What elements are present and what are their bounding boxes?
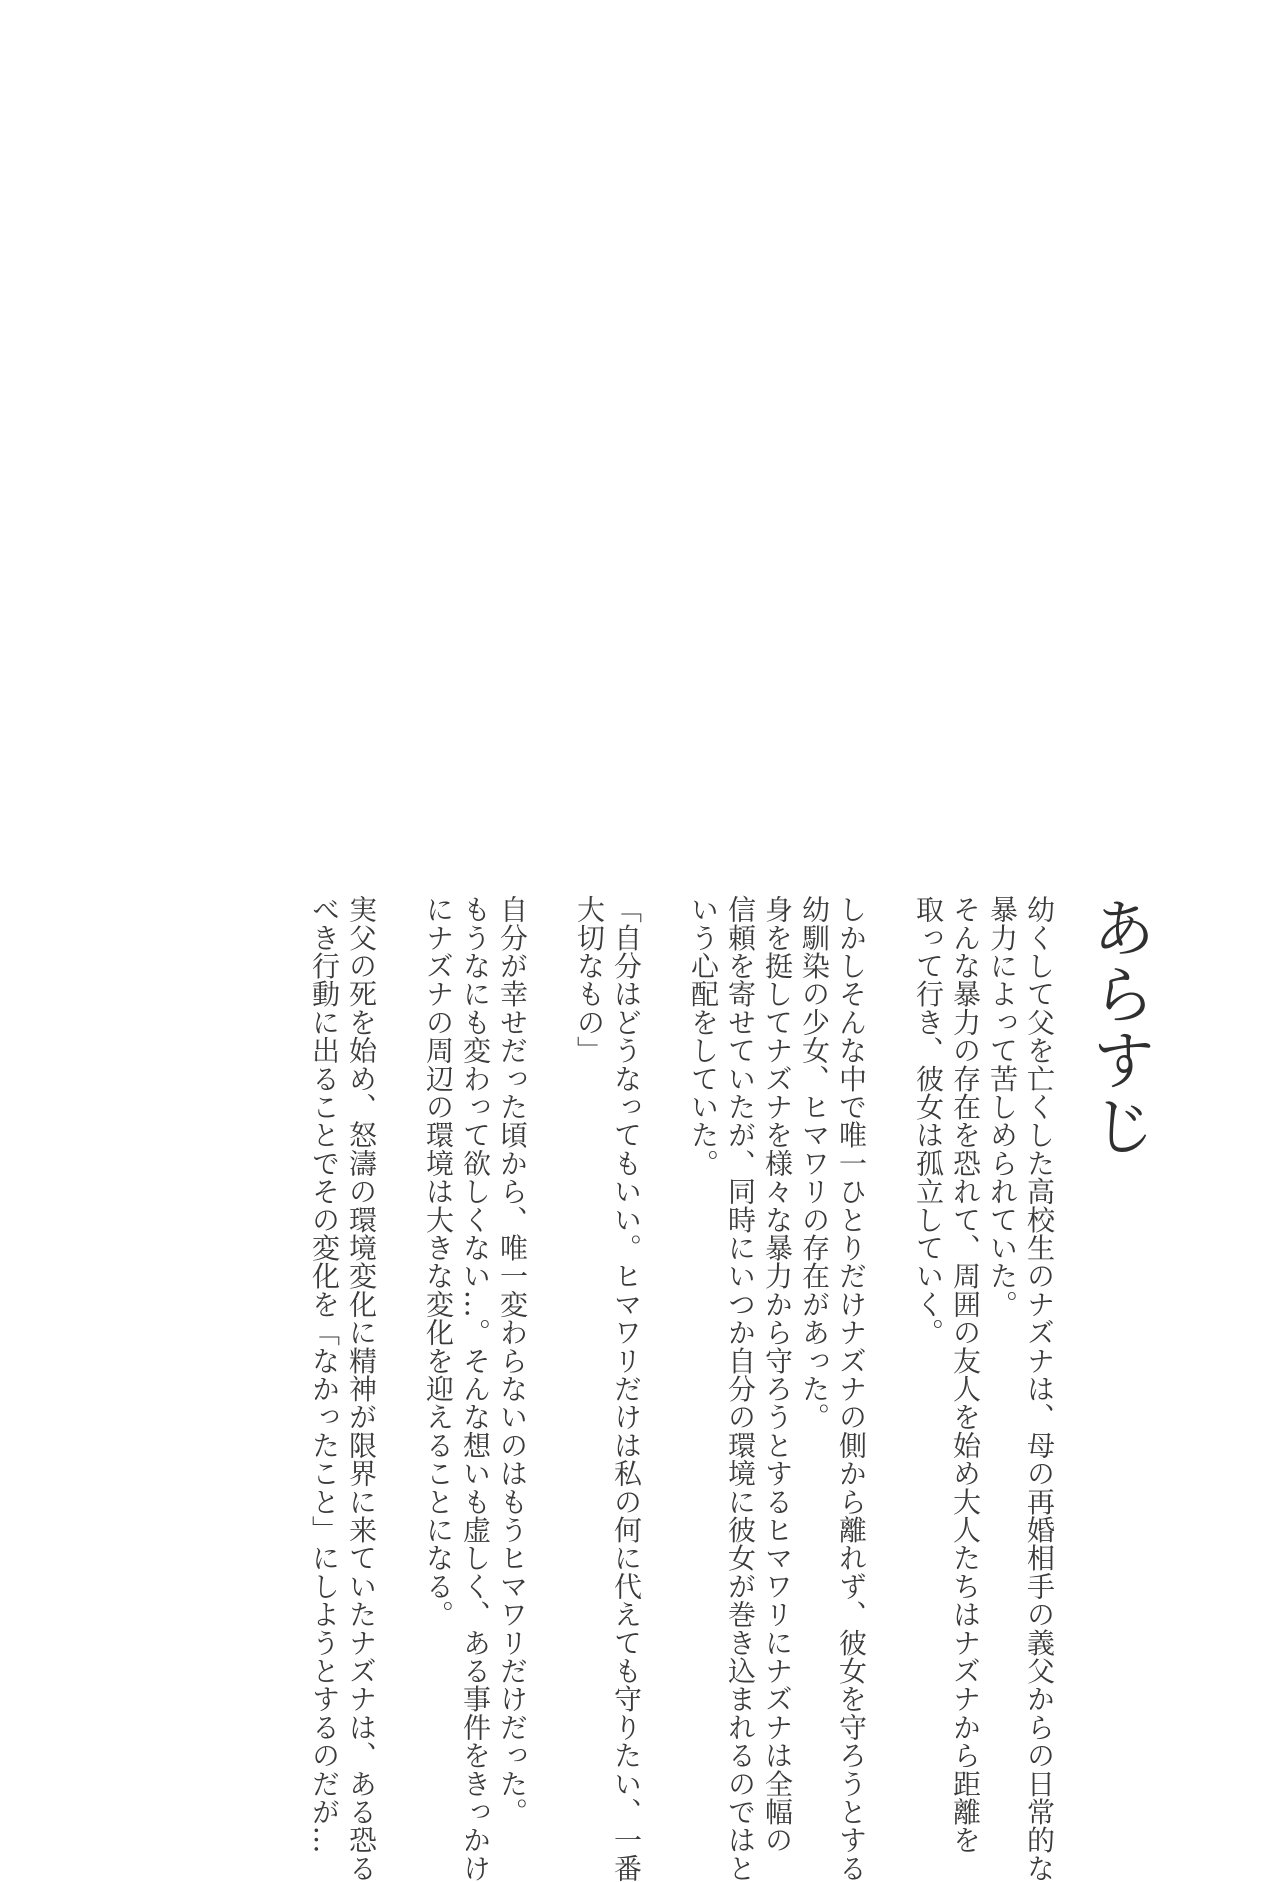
text-line: 信頼を寄せていたが、同時にいつか自分の環境に彼女が巻き込まれるのではと: [724, 895, 757, 1882]
text-line: しかしそんな中で唯一ひとりだけナズナの側から離れず、彼女を守ろうとする: [835, 895, 868, 1882]
text-line: 自分が幸せだった頃から、唯一変わらないのはもうヒマワリだけだった。: [496, 895, 529, 1826]
paragraph-3: [571, 895, 645, 1882]
text-line: 幼馴染の少女、ヒマワリの存在があった。: [798, 895, 831, 1431]
paragraph-2: [685, 895, 870, 1882]
paragraph-1: [910, 895, 1058, 1882]
text-line: いう心配をしていた。: [687, 895, 720, 1177]
text-line: にナズナの周辺の環境は大きな変化を迎えることになる。: [422, 895, 455, 1629]
text-line: 暴力によって苦しめられていた。: [986, 895, 1019, 1318]
synopsis-title: あらすじ: [1081, 895, 1155, 1159]
text-line: そんな暴力の存在を恐れて、周囲の友人を始め大人たちはナズナから距離を: [949, 895, 982, 1854]
text-line: 幼くして父を亡くした高校生のナズナは、母の再婚相手の義父からの日常的な: [1023, 895, 1056, 1882]
paragraph-4: [420, 895, 531, 1882]
text-line: 「自分はどうなってもいい。ヒマワリだけは私の何に代えても守りたい、一番: [610, 895, 643, 1882]
text-line: 身を挺してナズナを様々な暴力から守ろうとするヒマワリにナズナは全幅の: [761, 895, 794, 1854]
text-line: 実父の死を始め、怒濤の環境変化に精神が限界に来ていたナズナは、ある恐る: [345, 895, 378, 1882]
synopsis-block: [266, 895, 1155, 1882]
paragraph-5: [306, 895, 380, 1882]
text-line: もうなにも変わって欲しくない…。そんな想いも虚しく、ある事件をきっかけ: [459, 895, 492, 1882]
text-line: べき行動に出ることでその変化を「なかったこと」にしようとするのだが…: [308, 895, 341, 1854]
text-line: 大切なもの」: [573, 895, 606, 1065]
text-line: 取って行き、彼女は孤立していく。: [912, 895, 945, 1347]
